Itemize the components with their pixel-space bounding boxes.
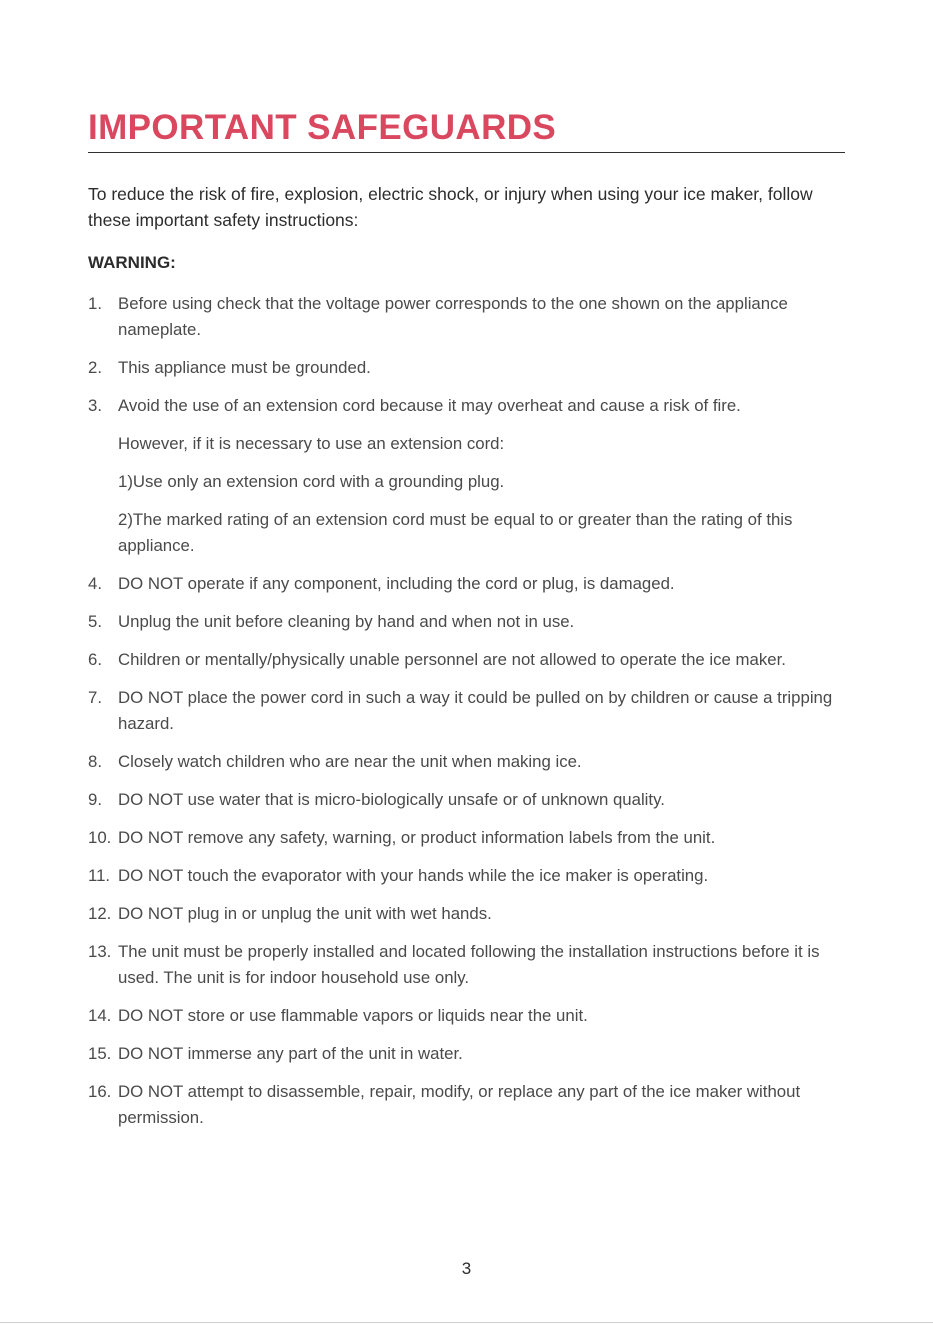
list-item (88, 685, 858, 737)
list-item-number: 15. (88, 1044, 112, 1063)
page-bottom-edge (0, 1322, 933, 1323)
list-item (88, 1041, 858, 1067)
list-item (88, 355, 858, 381)
list-item-number: 7. (88, 688, 102, 707)
list-item (88, 825, 858, 851)
list-item (88, 393, 858, 559)
list-item-text: Avoid the use of an extension cord because it may overheat and cause a risk of fire. (118, 396, 741, 415)
list-item-number: 14. (88, 1006, 112, 1025)
title-divider (88, 152, 845, 153)
warning-label: WARNING: (88, 253, 176, 272)
list-item (88, 863, 858, 889)
list-item (88, 1003, 858, 1029)
list-item (88, 749, 858, 775)
list-item (88, 901, 858, 927)
list-item-number: 2. (88, 358, 102, 377)
list-item (88, 571, 858, 597)
list-item-text: Children or mentally/physically unable personnel are not allowed to operate the ice maker. (118, 650, 786, 669)
list-item-number: 16. (88, 1082, 112, 1101)
list-item-text: DO NOT remove any safety, warning, or product information labels from the unit. (118, 828, 716, 847)
list-item-number: 3. (88, 396, 102, 415)
list-item-text: Before using check that the voltage power corresponds to the one shown on the appliance nameplate. (118, 294, 788, 339)
list-item-text: Unplug the unit before cleaning by hand and when not in use. (118, 612, 575, 631)
list-item-number: 9. (88, 790, 102, 809)
list-item-text: DO NOT immerse any part of the unit in water. (118, 1044, 463, 1063)
list-item-number: 13. (88, 942, 112, 961)
intro-paragraph: To reduce the risk of fire, explosion, electric shock, or injury when using your ice maker, follow these important safety instructions: (88, 184, 813, 230)
list-item-text: DO NOT place the power cord in such a way it could be pulled on by children or cause a tripping hazard. (118, 688, 833, 733)
list-item-subtext: However, if it is necessary to use an extension cord: (118, 434, 505, 453)
list-item-number: 12. (88, 904, 112, 923)
list-item-number: 10. (88, 828, 112, 847)
page-title: IMPORTANT SAFEGUARDS (88, 108, 557, 147)
list-item-text: DO NOT touch the evaporator with your hands while the ice maker is operating. (118, 866, 709, 885)
list-item (88, 787, 858, 813)
page-number: 3 (461, 1259, 472, 1278)
list-item-text: This appliance must be grounded. (118, 358, 371, 377)
list-item-number: 1. (88, 294, 102, 313)
list-item-text: Closely watch children who are near the unit when making ice. (118, 752, 582, 771)
list-item-text: DO NOT plug in or unplug the unit with wet hands. (118, 904, 492, 923)
list-item (88, 647, 858, 673)
list-item-number: 4. (88, 574, 102, 593)
list-item-number: 5. (88, 612, 102, 631)
list-item-number: 8. (88, 752, 102, 771)
list-item-text: The unit must be properly installed and located following the installation instructions before it is used. The unit is for indoor household use only. (118, 942, 820, 987)
list-item (88, 939, 858, 991)
list-item-number: 6. (88, 650, 102, 669)
list-item-subtext: 1)Use only an extension cord with a grounding plug. (118, 472, 505, 491)
list-item-number: 11. (88, 866, 111, 885)
list-item-text: DO NOT attempt to disassemble, repair, modify, or replace any part of the ice maker without permission. (118, 1082, 801, 1127)
list-item-subtext: 2)The marked rating of an extension cord must be equal to or greater than the rating of this appliance. (118, 510, 793, 555)
list-item-text: DO NOT store or use flammable vapors or liquids near the unit. (118, 1006, 588, 1025)
list-item-text: DO NOT operate if any component, including the cord or plug, is damaged. (118, 574, 675, 593)
list-item (88, 609, 858, 635)
safeguards-list (88, 291, 858, 1143)
list-item-text: DO NOT use water that is micro-biologically unsafe or of unknown quality. (118, 790, 665, 809)
list-item (88, 291, 858, 343)
list-item (88, 1079, 858, 1131)
